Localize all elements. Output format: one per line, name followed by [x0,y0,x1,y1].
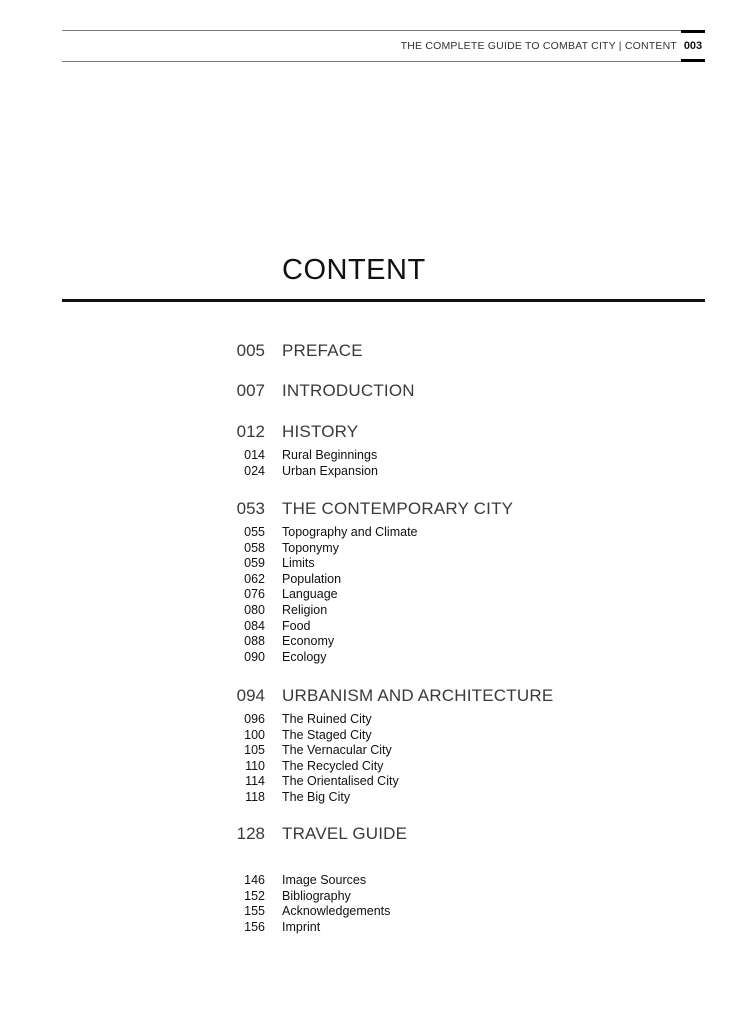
entry-page-number: 100 [244,727,265,742]
toc-entry[interactable] [0,634,745,650]
entry-page-number: 024 [244,463,265,478]
entry-title: Topography and Climate [282,525,418,539]
entry-page-number: 084 [244,618,265,633]
entry-page-number: 155 [244,904,265,919]
running-title: THE COMPLETE GUIDE TO COMBAT CITY | CONTENT [400,40,677,52]
toc-entry[interactable] [0,587,745,603]
toc-entry[interactable] [0,728,745,744]
toc-entry[interactable] [0,759,745,775]
section-page-number[interactable]: 053 [236,499,265,518]
appendix-entry[interactable] [0,920,745,936]
toc-entry[interactable] [0,774,745,790]
toc-entry[interactable] [0,650,745,666]
entry-page-number: 080 [244,603,265,617]
entry-page-number: 105 [244,743,265,758]
section-title[interactable]: HISTORY [282,422,359,441]
section-page-number[interactable]: 005 [236,341,265,360]
entry-page-number: 114 [245,774,265,789]
section-page-number[interactable]: 012 [236,422,265,441]
entry-page-number: 118 [245,790,265,804]
entry-title: Bibliography [282,888,351,903]
toc-entry[interactable] [0,603,745,619]
toc-entry[interactable] [0,525,745,541]
entry-title: Acknowledgements [282,904,391,919]
entry-title: The Recycled City [282,758,384,773]
entry-page-number: 088 [244,634,265,649]
entry-title: Ecology [282,649,327,664]
entry-page-number: 110 [245,758,265,773]
entry-title: Economy [282,634,335,649]
entry-title: Image Sources [282,873,367,887]
entry-page-number: 058 [244,540,265,555]
entry-title: The Orientalised City [282,774,399,789]
entry-title: Urban Expansion [282,463,378,478]
entry-title: Toponymy [282,540,339,555]
section-title[interactable]: INTRODUCTION [282,381,415,400]
entry-page-number: 055 [244,525,265,539]
section-title[interactable]: TRAVEL GUIDE [282,824,408,843]
appendix-entry[interactable] [0,904,745,920]
entry-title: Imprint [282,919,321,934]
page-number: 003 [681,30,705,62]
entry-title: Population [282,571,342,586]
section-page-number[interactable]: 007 [236,381,265,400]
toc-entry[interactable] [0,572,745,588]
section-title[interactable]: THE CONTEMPORARY CITY [282,499,514,518]
section-page-number[interactable]: 128 [236,824,265,843]
entry-page-number: 146 [244,873,265,887]
page-title: CONTENT [282,254,426,286]
appendix-entry[interactable] [0,889,745,905]
entry-title: Limits [282,556,315,571]
entry-page-number: 090 [244,649,265,664]
toc-entry[interactable] [0,712,745,728]
toc-entry[interactable] [0,619,745,635]
section-title[interactable]: URBANISM AND ARCHITECTURE [282,686,554,705]
toc-entry[interactable] [0,556,745,572]
toc-entry[interactable] [0,541,745,557]
appendix-entry[interactable] [0,873,745,889]
entry-title: Rural Beginnings [282,448,378,462]
toc-entry[interactable] [0,743,745,759]
toc-entry[interactable] [0,448,745,464]
entry-title: The Vernacular City [282,743,392,758]
entry-title: The Ruined City [282,712,372,726]
toc-entry[interactable] [0,790,745,806]
entry-title: Language [282,587,338,602]
entry-title: Food [282,618,311,633]
entry-page-number: 059 [244,556,265,571]
section-title[interactable]: PREFACE [282,341,363,360]
entry-page-number: 152 [244,888,265,903]
entry-page-number: 014 [244,448,265,462]
entry-title: The Big City [282,790,351,804]
entry-title: The Staged City [282,727,372,742]
entry-page-number: 062 [244,571,265,586]
entry-page-number: 156 [244,919,265,934]
entry-title: Religion [282,603,328,617]
entry-page-number: 076 [244,587,265,602]
section-page-number[interactable]: 094 [236,686,265,705]
toc-entry[interactable] [0,464,745,480]
entry-page-number: 096 [244,712,265,726]
